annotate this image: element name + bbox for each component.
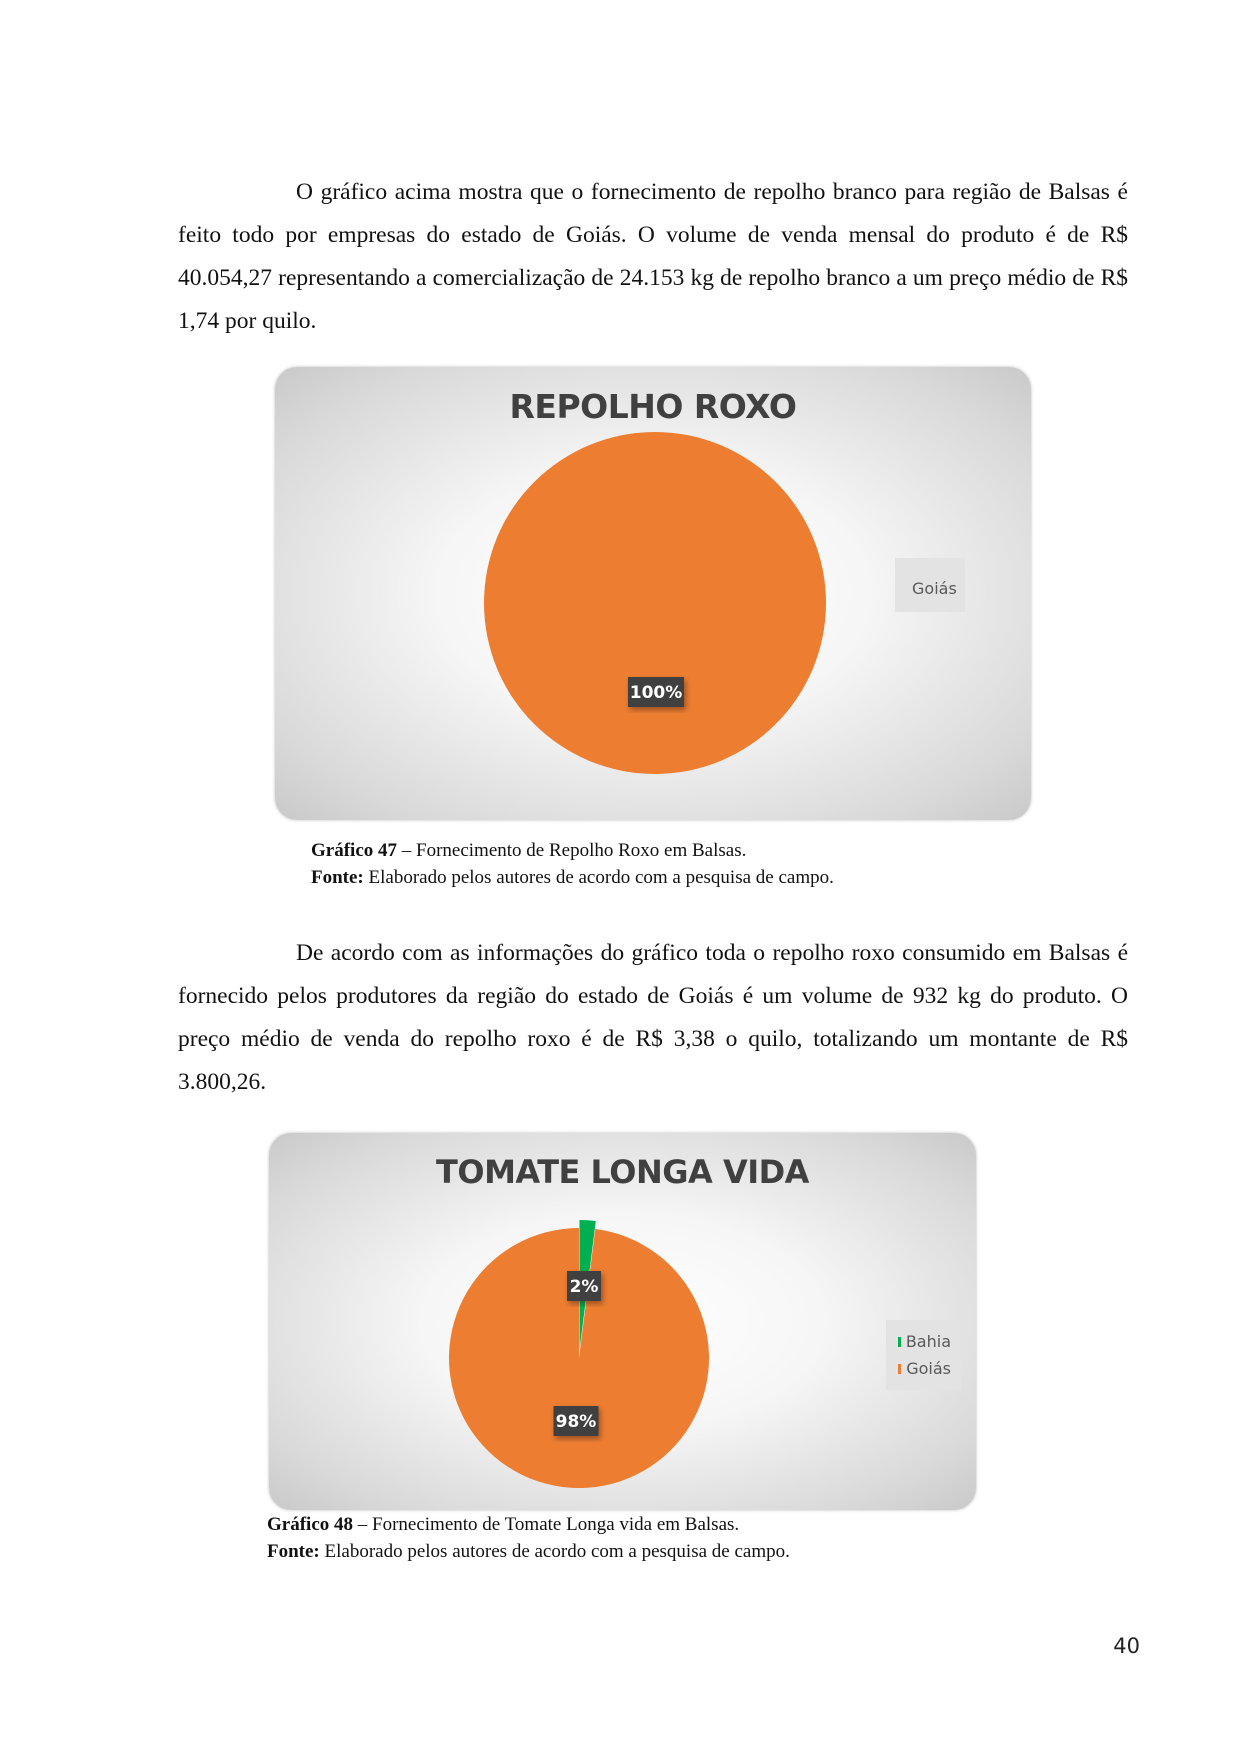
data-label-text: 2% — [569, 1277, 599, 1297]
legend-swatch-goias — [898, 1364, 901, 1374]
caption-label: Gráfico 47 — [311, 840, 398, 861]
pie-slice-goias — [484, 432, 826, 774]
figure-caption-47 — [311, 837, 834, 891]
figure-caption-48 — [267, 1511, 790, 1565]
legend-item-bahia — [898, 1328, 951, 1355]
page-number: 40 — [1113, 1634, 1140, 1658]
pie-chart-repolho-roxo — [275, 367, 1031, 820]
legend-swatch-bahia — [898, 1337, 901, 1347]
source-label: Fonte: — [311, 867, 364, 888]
chart-title: TOMATE LONGA VIDA — [436, 1153, 809, 1191]
data-label — [567, 1271, 601, 1301]
data-label — [628, 677, 684, 707]
caption-label: Gráfico 48 — [267, 1514, 354, 1535]
chart-title: REPOLHO ROXO — [509, 387, 797, 426]
pie-slice-goias — [449, 1228, 709, 1488]
pie-chart-tomate-longa-vida — [269, 1133, 976, 1510]
data-label-text: 100% — [629, 683, 683, 703]
caption-text: – Fornecimento de Repolho Roxo em Balsas. — [397, 840, 747, 861]
legend-item-goias — [907, 575, 955, 602]
legend-label: Bahia — [905, 1332, 951, 1351]
legend-item-goias — [898, 1355, 951, 1382]
pie-chart-svg — [269, 1133, 976, 1510]
chart-legend — [895, 558, 965, 612]
caption-text: – Fornecimento de Tomate Longa vida em Balsas. — [353, 1514, 740, 1535]
source-text: Elaborado pelos autores de acordo com a pesquisa de campo. — [363, 867, 834, 888]
legend-label: Goiás — [912, 579, 957, 598]
legend-label: Goiás — [906, 1359, 951, 1378]
body-paragraph-1: O gráfico acima mostra que o fornecimento de repolho branco para região de Balsas é feito todo por empresas do estado de Goiás. O volume de venda mensal do produto é de R$ 40.054,27 representando a comercialização de 24.153 kg de repolho branco a um preço médio de R$ 1,74 por quilo. — [178, 179, 1128, 334]
source-label: Fonte: — [267, 1541, 320, 1562]
chart-legend — [886, 1320, 961, 1390]
body-paragraph-2: De acordo com as informações do gráfico toda o repolho roxo consumido em Balsas é fornecido pelos produtores da região do estado de Goiás é um volume de 932 kg do produto. O preço médio de venda do repolho roxo é de R$ 3,38 o quilo, totalizando um montante de R$ 3.800,26. — [178, 940, 1128, 1095]
data-label-text: 98% — [555, 1412, 597, 1432]
source-text: Elaborado pelos autores de acordo com a pesquisa de campo. — [319, 1541, 790, 1562]
data-label — [554, 1406, 599, 1436]
